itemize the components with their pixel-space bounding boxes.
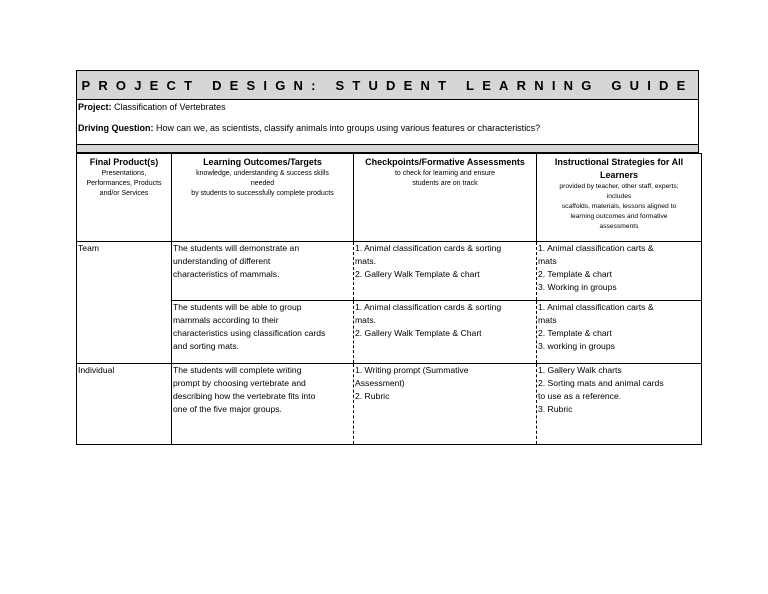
header-title: Checkpoints/Formative Assessments (365, 157, 525, 167)
cell-line: understanding of different (173, 256, 271, 266)
header-title: Final Product(s) (89, 157, 159, 167)
header-sub-line: provided by teacher, other staff, experts; (559, 183, 679, 190)
cell-line: The students will be able to group (173, 302, 302, 312)
header-sub-line: learning outcomes and formative (570, 213, 668, 220)
cell-line: describing how the vertebrate fits into (173, 391, 316, 401)
header-sub-line: Presentations, (101, 170, 147, 177)
header-sub-line: scaffolds, materials, lessons aligned to (561, 203, 677, 210)
cell-line: and sorting mats. (173, 341, 239, 351)
driving-question-line (78, 123, 540, 133)
learning-guide-table (76, 153, 702, 445)
strategies-cell (537, 242, 702, 301)
cell-line: 2. Template & chart (538, 269, 612, 279)
cell-line: Assessment) (355, 378, 405, 388)
cell-line: Individual (78, 365, 115, 375)
cell-line: 3. Working in groups (538, 282, 617, 292)
cell-line: 2. Rubric (355, 391, 390, 401)
header-sub-line: assessments (599, 223, 639, 230)
learning-guide-document (76, 70, 699, 445)
header-final-product (77, 154, 172, 242)
header-sub-line: includes (606, 193, 632, 200)
separator-strip (76, 144, 699, 153)
outcome-cell (172, 242, 354, 301)
product-cell (77, 364, 172, 445)
cell-line: mats (538, 315, 557, 325)
cell-line: 1. Animal classification carts & (538, 302, 654, 312)
cell-line: 2. Sorting mats and animal cards (538, 378, 664, 388)
table-row (77, 364, 702, 445)
header-checkpoints (354, 154, 537, 242)
cell-line: to use as a reference. (538, 391, 622, 401)
header-sub-line: Performances, Products (86, 180, 162, 187)
cell-line: one of the five major groups. (173, 404, 282, 414)
header-instructional-strategies (537, 154, 702, 242)
cell-line: Team (78, 243, 100, 253)
project-line (78, 102, 226, 112)
checkpoints-cell (354, 364, 537, 445)
checkpoints-cell (354, 301, 537, 364)
cell-line: 1. Animal classification cards & sorting (355, 243, 502, 253)
project-value: Classification of Vertebrates (114, 102, 226, 112)
strategies-cell (537, 301, 702, 364)
table-row (77, 242, 702, 301)
cell-line: 1. Animal classification cards & sorting (355, 302, 502, 312)
cell-line: mammals according to their (173, 315, 279, 325)
driving-question-label: Driving Question: (78, 123, 154, 133)
outcome-cell (172, 364, 354, 445)
header-sub-line: by students to successfully complete products (191, 190, 334, 197)
header-sub-line: and/or Services (99, 190, 149, 197)
cell-line: The students will demonstrate an (173, 243, 300, 253)
cell-line: 1. Animal classification carts & (538, 243, 654, 253)
header-title: Learning Outcomes/Targets (203, 157, 322, 167)
document-title: PROJECT DESIGN: STUDENT LEARNING GUIDE (76, 70, 699, 100)
cell-line: 2. Template & chart (538, 328, 612, 338)
cell-line: mats. (355, 315, 377, 325)
driving-question-value: How can we, as scientists, classify animals into groups using various features or characteristics? (156, 123, 541, 133)
header-title: Instructional Strategies for All Learners (554, 157, 684, 180)
header-sub-line: knowledge, understanding & success skills (196, 170, 329, 177)
table-row (77, 301, 702, 364)
outcome-cell (172, 301, 354, 364)
project-label: Project: (78, 102, 112, 112)
cell-line: 3. Rubric (538, 404, 573, 414)
cell-line: mats (538, 256, 557, 266)
cell-line: 1. Gallery Walk charts (538, 365, 622, 375)
cell-line: prompt by choosing vertebrate and (173, 378, 306, 388)
cell-line: 3. working in groups (538, 341, 615, 351)
product-cell (77, 242, 172, 301)
header-row (77, 154, 702, 242)
cell-line: 2. Gallery Walk Template & chart (355, 269, 480, 279)
header-learning-outcomes (172, 154, 354, 242)
cell-line: The students will complete writing (173, 365, 302, 375)
cell-line: 2. Gallery Walk Template & Chart (355, 328, 482, 338)
cell-line: 1. Writing prompt (Summative (355, 365, 469, 375)
header-sub-line: students are on track (412, 180, 478, 187)
cell-line: characteristics of mammals. (173, 269, 280, 279)
header-sub-line: to check for learning and ensure (394, 170, 495, 177)
strategies-cell (537, 364, 702, 445)
checkpoints-cell (354, 242, 537, 301)
header-sub-line: needed (250, 180, 275, 187)
project-info-box (76, 100, 699, 144)
cell-line: characteristics using classification cards (173, 328, 326, 338)
cell-line: mats. (355, 256, 377, 266)
product-cell (77, 301, 172, 364)
